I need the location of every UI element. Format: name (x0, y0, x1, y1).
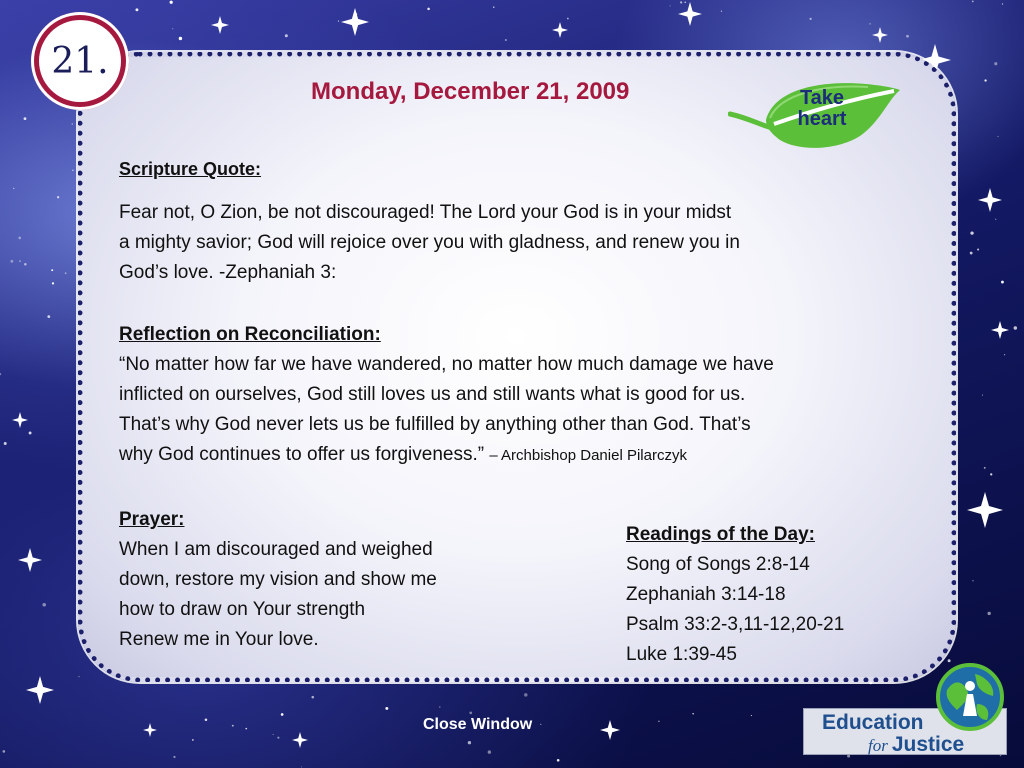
star-icon (341, 8, 369, 36)
reading-item: Song of Songs 2:8-14 (626, 554, 810, 575)
star-icon (292, 732, 308, 748)
star-dot (1004, 354, 1005, 355)
star-dot (47, 315, 50, 318)
close-window-link[interactable]: Close Window (423, 716, 533, 733)
star-dot (13, 188, 14, 189)
star-dot (19, 260, 20, 261)
star-dot (281, 713, 284, 716)
star-dot (488, 750, 491, 753)
star-dot (870, 23, 871, 24)
star-icon (552, 22, 568, 38)
star-dot (1014, 326, 1017, 329)
star-dot (24, 117, 27, 120)
star-dot (311, 696, 314, 699)
star-dot (987, 612, 990, 615)
prayer-line: Renew me in Your love. (119, 629, 319, 650)
star-dot (977, 248, 979, 250)
star-icon (26, 676, 54, 704)
star-dot (1002, 3, 1003, 4)
star-dot (51, 269, 53, 271)
star-dot (972, 580, 973, 581)
star-icon (978, 188, 1002, 212)
star-dot (4, 442, 7, 445)
star-dot (493, 6, 494, 7)
star-dot (29, 432, 32, 435)
star-dot (205, 718, 208, 721)
star-dot (42, 603, 46, 607)
star-icon (678, 2, 702, 26)
star-dot (751, 715, 752, 716)
leaf-label-line: Take (799, 87, 845, 109)
star-dot (18, 237, 21, 240)
star-dot (173, 756, 175, 758)
scripture-line: a mighty savior; God will rejoice over you with gladness, and renew you in (119, 232, 740, 253)
star-dot (721, 11, 722, 12)
star-icon (991, 321, 1009, 339)
star-dot (170, 1, 173, 4)
star-dot (72, 170, 73, 171)
prayer-heading: Prayer: (119, 509, 185, 530)
star-dot (24, 263, 27, 266)
star-dot (984, 467, 986, 469)
star-dot (10, 260, 13, 263)
reading-item: Luke 1:39-45 (626, 644, 737, 665)
star-dot (232, 725, 234, 727)
readings-heading: Readings of the Day: (626, 524, 815, 545)
star-dot (810, 18, 812, 20)
star-icon (600, 720, 620, 740)
star-dot (385, 707, 388, 710)
globe-icon (933, 660, 1007, 734)
star-dot (680, 1, 682, 3)
readings-list (626, 550, 926, 670)
star-icon (18, 548, 42, 572)
star-dot (57, 196, 59, 198)
star-dot (994, 62, 997, 65)
star-dot (468, 741, 471, 744)
star-icon (12, 412, 28, 428)
scripture-line: Fear not, O Zion, be not discouraged! The Lord your God is in your midst (119, 202, 732, 223)
star-dot (1001, 281, 1004, 284)
reflection-heading: Reflection on Reconciliation: (119, 324, 381, 345)
leaf-label-line: heart (797, 108, 847, 130)
star-dot (273, 734, 274, 735)
prayer-line: down, restore my vision and show me (119, 569, 437, 590)
star-dot (65, 272, 67, 274)
star-dot (0, 373, 1, 375)
day-number: 21. (51, 40, 109, 82)
star-dot (172, 28, 173, 29)
star-dot (338, 21, 339, 22)
star-dot (995, 219, 996, 220)
star-dot (3, 750, 6, 753)
reflection-line: “No matter how far we have wandered, no matter how much damage we have (119, 354, 774, 375)
star-dot (997, 136, 998, 137)
star-dot (439, 706, 440, 707)
star-dot (984, 79, 986, 81)
star-dot (427, 8, 430, 11)
star-dot (78, 676, 79, 677)
reflection-line: inflicted on ourselves, God still loves us and still wants what is good for us. (119, 384, 746, 405)
star-dot (179, 37, 182, 40)
logo-word-for: for (868, 736, 888, 755)
star-dot (557, 759, 560, 762)
star-dot (982, 395, 983, 396)
star-icon (143, 723, 157, 737)
star-dot (135, 8, 138, 11)
star-dot (658, 721, 659, 722)
prayer-text (119, 535, 539, 655)
reflection-attribution: – Archbishop Daniel Pilarczyk (489, 447, 687, 464)
star-icon (872, 27, 888, 43)
star-dot (692, 713, 693, 714)
reflection-line: That’s why God never lets us be fulfilled by anything other than God. That’s (119, 414, 751, 435)
reflection-quote (119, 350, 949, 471)
star-dot (540, 724, 541, 725)
star-icon (967, 492, 1003, 528)
logo-line-education: Education (822, 711, 924, 734)
star-dot (192, 739, 194, 741)
star-dot (52, 282, 54, 284)
logo-line-justice: Justice (891, 733, 965, 756)
prayer-line: how to draw on Your strength (119, 599, 366, 620)
star-dot (906, 35, 909, 38)
star-dot (72, 123, 73, 124)
date-title: Monday, December 21, 2009 (311, 78, 630, 105)
star-dot (524, 693, 528, 697)
star-dot (277, 737, 279, 739)
scripture-quote (119, 198, 919, 288)
star-icon (211, 16, 229, 34)
star-dot (684, 1, 686, 3)
star-dot (505, 39, 507, 41)
star-dot (970, 252, 973, 255)
star-dot (301, 766, 302, 767)
star-dot (972, 1, 974, 3)
star-dot (990, 473, 992, 475)
reading-item: Zephaniah 3:14-18 (626, 584, 786, 605)
prayer-line: When I am discouraged and weighed (119, 539, 433, 560)
reading-item: Psalm 33:2-3,11-12,20-21 (626, 614, 845, 635)
star-dot (670, 5, 671, 6)
star-dot (567, 18, 569, 20)
day-number-badge (31, 12, 129, 110)
star-dot (469, 712, 472, 715)
scripture-line: God’s love. -Zephaniah 3: (119, 262, 337, 283)
reflection-line: why God continues to offer us forgiveness.” (119, 444, 485, 465)
star-dot (285, 34, 288, 37)
education-for-justice-logo (803, 660, 1008, 756)
star-dot (245, 728, 247, 730)
star-dot (970, 232, 973, 235)
scripture-heading: Scripture Quote: (119, 159, 262, 179)
take-heart-leaf (728, 78, 908, 154)
